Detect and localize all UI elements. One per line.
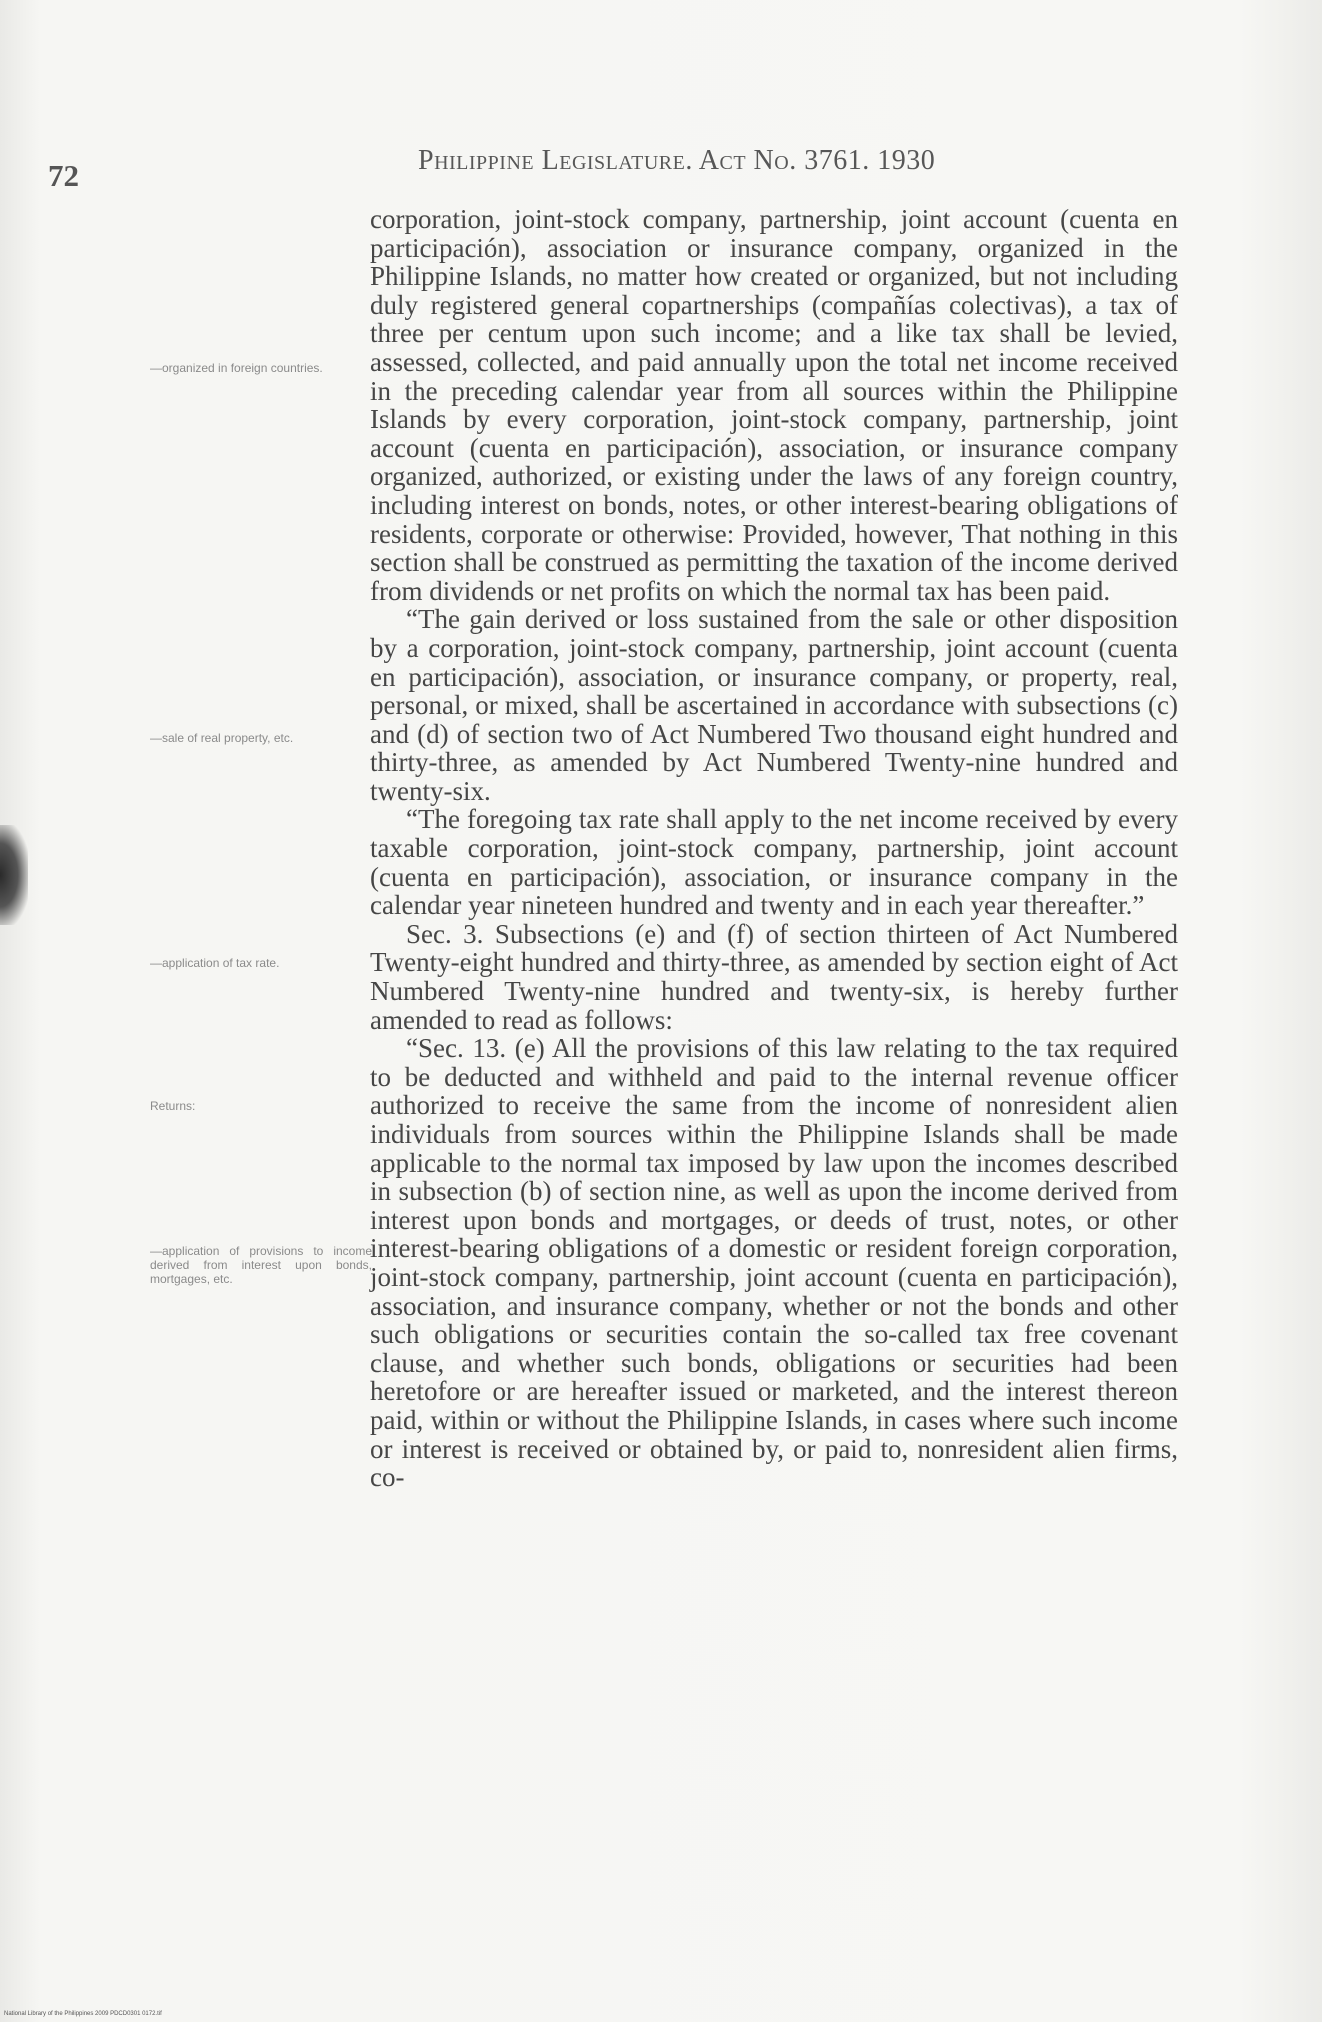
paragraph-section-13: “Sec. 13. (e) All the provisions of this law relating to the tax required to be deducted and withheld and paid to the internal revenue officer authorized to receive the same from the income of nonresident alien individuals from sources within the Philippine Islands shall be made applicable to the normal tax imposed by law upon the incomes described in subsection (b) of section nine, as well as upon the income derived from interest upon bonds and mortgages, or deeds of trust, notes, or other interest-bearing obligations of a domestic or resident foreign corporation, joint-stock company, partnership, joint account (cuenta en participación), association, and insurance company, whether or not the bonds and other such obligations or securities contain the so-called tax free covenant clause, and whether such bonds, obligations or securities had been heretofore or are hereafter issued or marketed, and the interest thereon paid, within or without the Philippine Islands, in cases where such income or interest is received or obtained by, or paid to, nonresident alien firms, co- <box>370 1033 1178 1493</box>
body-text <box>370 205 1178 1492</box>
paragraph-continuation: corporation, joint-stock company, partnership, joint account (cuenta en participación), association or insurance company, organized in the Philippine Islands, no matter how created or organized, but not including duly registered general copartnerships (compañías colectivas), a tax of three per centum upon such income; and a like tax shall be levied, assessed, collected, and paid annually upon the total net income received in the preceding calendar year from all sources within the Philippine Islands by every corporation, joint-stock company, partnership, joint account (cuenta en participación), association, or insurance company organized, authorized, or existing under the laws of any foreign country, including interest on bonds, notes, or other interest-bearing obligations of residents, corporate or otherwise: Provided, however, That nothing in this section shall be construed as permitting the taxation of the income derived from dividends or net profits on which the normal tax has been paid. <box>370 204 1178 606</box>
paragraph-tax-rate: “The foregoing tax rate shall apply to the net income received by every taxable corporation, joint-stock company, partnership, joint account (cuenta en participación), association, or insurance company in the calendar year nineteen hundred and twenty and in each year thereafter.” <box>370 804 1178 921</box>
page-number: 72 <box>48 158 79 193</box>
margin-note-application-of-tax-rate: —application of tax rate. <box>150 956 280 970</box>
margin-note-application-of-provisions: —application of provisions to income derived from interest upon bonds, mortgages, etc. <box>150 1244 372 1286</box>
margin-note-foreign-countries: —organized in foreign countries. <box>150 361 323 375</box>
paragraph-sale-of-property: “The gain derived or loss sustained from the sale or other disposition by a corporation, joint-stock company, partnership, joint account (cuenta en participación), association, or insurance company, or property, real, personal, or mixed, shall be ascertained in accordance with subsections (c) and (d) of section two of Act Numbered Two thousand eight hundred and thirty-three, as amended by Act Numbered Twenty-nine hundred and twenty-six. <box>370 604 1178 806</box>
paragraph-section-3: Sec. 3. Subsections (e) and (f) of section thirteen of Act Numbered Twenty-eight hundred and thirty-three, as amended by section eight of Act Numbered Twenty-nine hundred and twenty-six, is hereby further amended to read as follows: <box>370 918 1178 1035</box>
binding-shadow <box>0 825 28 925</box>
footer-credit: National Library of the Philippines 2009 PDCD0301 0172.tif <box>4 2011 162 2017</box>
margin-note-sale-of-real-property: —sale of real property, etc. <box>150 731 294 745</box>
margin-note-returns: Returns: <box>150 1099 196 1113</box>
running-head: Philippine Legislature. Act No. 3761. 1930 <box>418 145 936 176</box>
